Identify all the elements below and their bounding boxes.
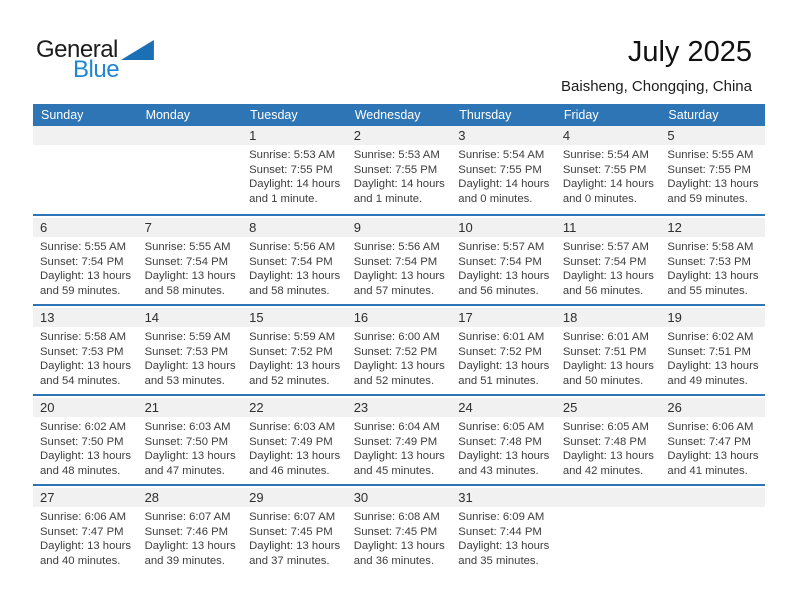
weekday-header-wednesday: Wednesday (354, 108, 421, 122)
day-cell (556, 240, 661, 298)
daylight-text-cont: and 52 minutes. (249, 374, 330, 387)
weekday-header-friday: Friday (563, 108, 599, 122)
daylight-text-cont: and 57 minutes. (353, 284, 435, 297)
day-cell (138, 420, 243, 478)
day-cell (242, 510, 347, 568)
daylight-text-cont: and 52 minutes. (353, 374, 435, 387)
day-content-band (33, 237, 765, 298)
weekday-header-saturday: Saturday (668, 108, 719, 122)
day-content-band (33, 327, 765, 388)
weekday-header-thursday: Thursday (459, 108, 512, 122)
sunrise-text: Sunrise: 6:03 AM (249, 421, 336, 433)
day-number: 31 (458, 490, 473, 505)
day-cell (242, 240, 347, 298)
general-blue-logo (36, 38, 154, 82)
daylight-text-cont: and 59 minutes. (40, 284, 121, 297)
daylight-text-cont: and 43 minutes. (458, 464, 539, 477)
day-number: 12 (667, 220, 682, 235)
sunrise-text: Sunrise: 6:05 AM (458, 421, 545, 433)
day-number: 29 (249, 490, 264, 505)
daylight-text-cont: and 58 minutes. (144, 284, 225, 297)
day-number-band (33, 398, 765, 417)
daylight-text-cont: and 40 minutes. (40, 554, 121, 567)
day-number: 21 (144, 400, 160, 415)
logo-triangle-icon (121, 40, 154, 60)
sunset-text: Sunset: 7:54 PM (562, 255, 647, 268)
daylight-text: Daylight: 13 hours (562, 360, 654, 373)
week-row (33, 394, 765, 484)
daylight-text-cont: and 36 minutes. (353, 554, 435, 567)
daylight-text-cont: and 48 minutes. (40, 464, 121, 477)
sunrise-text: Sunrise: 6:00 AM (353, 331, 440, 343)
daylight-text: Daylight: 14 hours (458, 178, 550, 191)
weekday-header-row (33, 104, 765, 126)
daylight-text: Daylight: 13 hours (458, 270, 550, 283)
day-cell (347, 148, 452, 206)
day-cell (347, 420, 452, 478)
daylight-text: Daylight: 13 hours (249, 360, 341, 373)
day-cell (347, 510, 452, 568)
day-content-band (33, 507, 765, 568)
daylight-text-cont: and 35 minutes. (458, 554, 539, 567)
sunset-text: Sunset: 7:54 PM (249, 255, 333, 268)
sunset-text: Sunset: 7:50 PM (40, 435, 124, 448)
day-number: 16 (353, 310, 369, 325)
sunrise-text: Sunrise: 5:56 AM (249, 241, 336, 253)
sunset-text: Sunset: 7:45 PM (249, 525, 333, 538)
day-number: 24 (458, 400, 473, 415)
sunset-text: Sunset: 7:55 PM (562, 163, 647, 176)
day-number: 25 (562, 400, 578, 415)
sunset-text: Sunset: 7:45 PM (353, 525, 438, 538)
day-number: 3 (458, 128, 466, 143)
daylight-text: Daylight: 13 hours (458, 450, 550, 463)
day-cell (33, 510, 138, 568)
day-cell (242, 420, 347, 478)
sunset-text: Sunset: 7:52 PM (458, 345, 542, 358)
day-number: 14 (144, 310, 160, 325)
sunrise-text: Sunrise: 6:05 AM (562, 421, 649, 433)
sunrise-text: Sunrise: 6:07 AM (144, 511, 231, 523)
sunrise-text: Sunrise: 5:56 AM (353, 241, 440, 253)
daylight-text: Daylight: 13 hours (667, 178, 759, 191)
day-number-band (33, 488, 765, 507)
sunset-text: Sunset: 7:48 PM (562, 435, 647, 448)
weekday-header-monday: Monday (145, 108, 191, 122)
sunset-text: Sunset: 7:53 PM (667, 255, 751, 268)
daylight-text: Daylight: 13 hours (667, 270, 759, 283)
sunrise-text: Sunrise: 6:01 AM (562, 331, 649, 343)
location-subtitle: Baisheng, Chongqing, China (561, 78, 752, 95)
daylight-text-cont: and 56 minutes. (562, 284, 644, 297)
sunrise-text: Sunrise: 5:57 AM (458, 241, 545, 253)
sunrise-text: Sunrise: 5:55 AM (40, 241, 127, 253)
logo-text-blue: Blue (73, 56, 120, 83)
daylight-text-cont: and 46 minutes. (249, 464, 330, 477)
sunrise-text: Sunrise: 5:54 AM (562, 149, 649, 161)
daylight-text-cont: and 59 minutes. (667, 192, 748, 205)
day-cell (33, 240, 138, 298)
sunrise-text: Sunrise: 5:59 AM (249, 331, 336, 343)
sunset-text: Sunset: 7:51 PM (667, 345, 751, 358)
daylight-text-cont: and 42 minutes. (562, 464, 644, 477)
day-cell (660, 420, 765, 478)
sunrise-text: Sunrise: 6:08 AM (353, 511, 440, 523)
sunset-text: Sunset: 7:55 PM (353, 163, 438, 176)
empty-day-number (138, 126, 243, 145)
daylight-text: Daylight: 13 hours (144, 360, 236, 373)
sunset-text: Sunset: 7:52 PM (249, 345, 333, 358)
day-cell (138, 240, 243, 298)
empty-day-cell (33, 148, 138, 206)
sunset-text: Sunset: 7:44 PM (458, 525, 542, 538)
day-number-band (33, 126, 765, 145)
daylight-text: Daylight: 13 hours (249, 450, 341, 463)
sunrise-text: Sunrise: 6:09 AM (458, 511, 545, 523)
week-row (33, 126, 765, 214)
day-number: 30 (353, 490, 369, 505)
day-cell (33, 420, 138, 478)
day-number: 22 (249, 400, 264, 415)
day-number: 23 (353, 400, 369, 415)
sunrise-text: Sunrise: 5:58 AM (667, 241, 754, 253)
daylight-text: Daylight: 13 hours (40, 540, 132, 553)
day-number: 28 (144, 490, 160, 505)
day-cell (556, 148, 661, 206)
title-block (561, 36, 752, 95)
daylight-text: Daylight: 13 hours (249, 270, 341, 283)
calendar-table (33, 104, 765, 574)
day-cell (556, 330, 661, 388)
sunset-text: Sunset: 7:54 PM (40, 255, 124, 268)
empty-day-cell (556, 510, 661, 568)
daylight-text: Daylight: 13 hours (667, 450, 759, 463)
day-number: 27 (40, 490, 55, 505)
empty-day-number (556, 488, 661, 507)
sunrise-text: Sunrise: 5:53 AM (249, 149, 336, 161)
sunrise-text: Sunrise: 6:02 AM (667, 331, 754, 343)
sunrise-text: Sunrise: 5:59 AM (144, 331, 231, 343)
sunrise-text: Sunrise: 6:07 AM (249, 511, 336, 523)
day-number: 13 (40, 310, 55, 325)
daylight-text-cont: and 50 minutes. (562, 374, 644, 387)
sunset-text: Sunset: 7:51 PM (562, 345, 647, 358)
day-cell (138, 510, 243, 568)
sunrise-text: Sunrise: 5:55 AM (667, 149, 754, 161)
sunset-text: Sunset: 7:54 PM (144, 255, 229, 268)
sunrise-text: Sunrise: 5:57 AM (562, 241, 649, 253)
day-cell (138, 330, 243, 388)
daylight-text: Daylight: 13 hours (667, 360, 759, 373)
day-number: 2 (353, 128, 361, 143)
day-cell (451, 240, 556, 298)
day-number: 15 (249, 310, 264, 325)
day-number: 1 (249, 128, 257, 143)
sunset-text: Sunset: 7:47 PM (667, 435, 751, 448)
day-content-band (33, 417, 765, 478)
empty-day-number (660, 488, 765, 507)
daylight-text-cont: and 49 minutes. (667, 374, 748, 387)
logo-text-general: General (36, 36, 118, 63)
week-row (33, 304, 765, 394)
sunset-text: Sunset: 7:49 PM (353, 435, 438, 448)
daylight-text-cont: and 58 minutes. (249, 284, 330, 297)
daylight-text: Daylight: 13 hours (353, 540, 445, 553)
sunrise-text: Sunrise: 6:03 AM (144, 421, 231, 433)
daylight-text: Daylight: 13 hours (458, 540, 550, 553)
day-content-band (33, 145, 765, 206)
daylight-text-cont: and 51 minutes. (458, 374, 539, 387)
month-title: July 2025 (627, 36, 752, 68)
day-number: 7 (144, 220, 152, 235)
sunset-text: Sunset: 7:52 PM (353, 345, 438, 358)
weekday-header-tuesday: Tuesday (250, 108, 298, 122)
day-cell (347, 240, 452, 298)
daylight-text-cont: and 0 minutes. (458, 192, 533, 205)
daylight-text-cont: and 54 minutes. (40, 374, 121, 387)
sunset-text: Sunset: 7:53 PM (144, 345, 229, 358)
daylight-text: Daylight: 13 hours (353, 360, 445, 373)
daylight-text: Daylight: 13 hours (562, 450, 654, 463)
daylight-text: Daylight: 13 hours (353, 270, 445, 283)
daylight-text: Daylight: 13 hours (249, 540, 341, 553)
day-cell (242, 148, 347, 206)
daylight-text-cont: and 0 minutes. (562, 192, 637, 205)
day-number: 18 (562, 310, 578, 325)
daylight-text: Daylight: 14 hours (353, 178, 445, 191)
day-number: 26 (667, 400, 682, 415)
day-number: 9 (353, 220, 361, 235)
day-cell (451, 148, 556, 206)
daylight-text-cont: and 55 minutes. (667, 284, 748, 297)
daylight-text: Daylight: 13 hours (458, 360, 550, 373)
daylight-text: Daylight: 14 hours (562, 178, 654, 191)
day-cell (660, 330, 765, 388)
sunrise-text: Sunrise: 5:53 AM (353, 149, 440, 161)
daylight-text-cont: and 39 minutes. (144, 554, 225, 567)
day-cell (451, 420, 556, 478)
daylight-text: Daylight: 14 hours (249, 178, 341, 191)
daylight-text-cont: and 1 minute. (249, 192, 318, 205)
sunset-text: Sunset: 7:46 PM (144, 525, 229, 538)
sunset-text: Sunset: 7:48 PM (458, 435, 542, 448)
sunrise-text: Sunrise: 6:01 AM (458, 331, 545, 343)
daylight-text-cont: and 37 minutes. (249, 554, 330, 567)
daylight-text: Daylight: 13 hours (40, 360, 132, 373)
sunset-text: Sunset: 7:50 PM (144, 435, 229, 448)
day-number: 10 (458, 220, 473, 235)
sunrise-text: Sunrise: 6:04 AM (353, 421, 440, 433)
sunrise-text: Sunrise: 6:06 AM (40, 511, 127, 523)
daylight-text: Daylight: 13 hours (144, 270, 236, 283)
daylight-text-cont: and 56 minutes. (458, 284, 539, 297)
day-cell (33, 330, 138, 388)
day-number: 19 (667, 310, 682, 325)
day-number: 4 (562, 128, 571, 143)
daylight-text: Daylight: 13 hours (40, 270, 132, 283)
daylight-text-cont: and 53 minutes. (144, 374, 225, 387)
sunrise-text: Sunrise: 6:06 AM (667, 421, 754, 433)
day-number: 8 (249, 220, 257, 235)
daylight-text: Daylight: 13 hours (144, 450, 236, 463)
sunset-text: Sunset: 7:55 PM (667, 163, 751, 176)
sunset-text: Sunset: 7:54 PM (458, 255, 542, 268)
sunset-text: Sunset: 7:55 PM (458, 163, 542, 176)
daylight-text-cont: and 45 minutes. (353, 464, 435, 477)
day-cell (660, 148, 765, 206)
day-number: 20 (40, 400, 55, 415)
daylight-text-cont: and 1 minute. (353, 192, 423, 205)
day-cell (660, 240, 765, 298)
day-number-band (33, 218, 765, 237)
daylight-text: Daylight: 13 hours (353, 450, 445, 463)
empty-day-cell (660, 510, 765, 568)
daylight-text-cont: and 47 minutes. (144, 464, 225, 477)
day-cell (556, 420, 661, 478)
sunset-text: Sunset: 7:53 PM (40, 345, 124, 358)
daylight-text: Daylight: 13 hours (40, 450, 132, 463)
day-cell (451, 330, 556, 388)
sunset-text: Sunset: 7:49 PM (249, 435, 333, 448)
weekday-header-sunday: Sunday (41, 108, 84, 122)
week-row (33, 214, 765, 304)
empty-day-number (33, 126, 138, 145)
sunrise-text: Sunrise: 5:54 AM (458, 149, 545, 161)
day-number: 11 (562, 220, 577, 235)
sunset-text: Sunset: 7:47 PM (40, 525, 124, 538)
day-cell (347, 330, 452, 388)
week-row (33, 484, 765, 574)
daylight-text: Daylight: 13 hours (144, 540, 236, 553)
sunrise-text: Sunrise: 6:02 AM (40, 421, 127, 433)
day-number: 6 (40, 220, 48, 235)
daylight-text-cont: and 41 minutes. (667, 464, 748, 477)
day-cell (242, 330, 347, 388)
daylight-text: Daylight: 13 hours (562, 270, 654, 283)
sunrise-text: Sunrise: 5:58 AM (40, 331, 127, 343)
sunrise-text: Sunrise: 5:55 AM (144, 241, 231, 253)
sunset-text: Sunset: 7:55 PM (249, 163, 333, 176)
sunset-text: Sunset: 7:54 PM (353, 255, 438, 268)
day-number: 17 (458, 310, 473, 325)
weeks-container (33, 126, 765, 574)
day-number-band (33, 308, 765, 327)
empty-day-cell (138, 148, 243, 206)
day-cell (451, 510, 556, 568)
day-number: 5 (667, 128, 675, 143)
